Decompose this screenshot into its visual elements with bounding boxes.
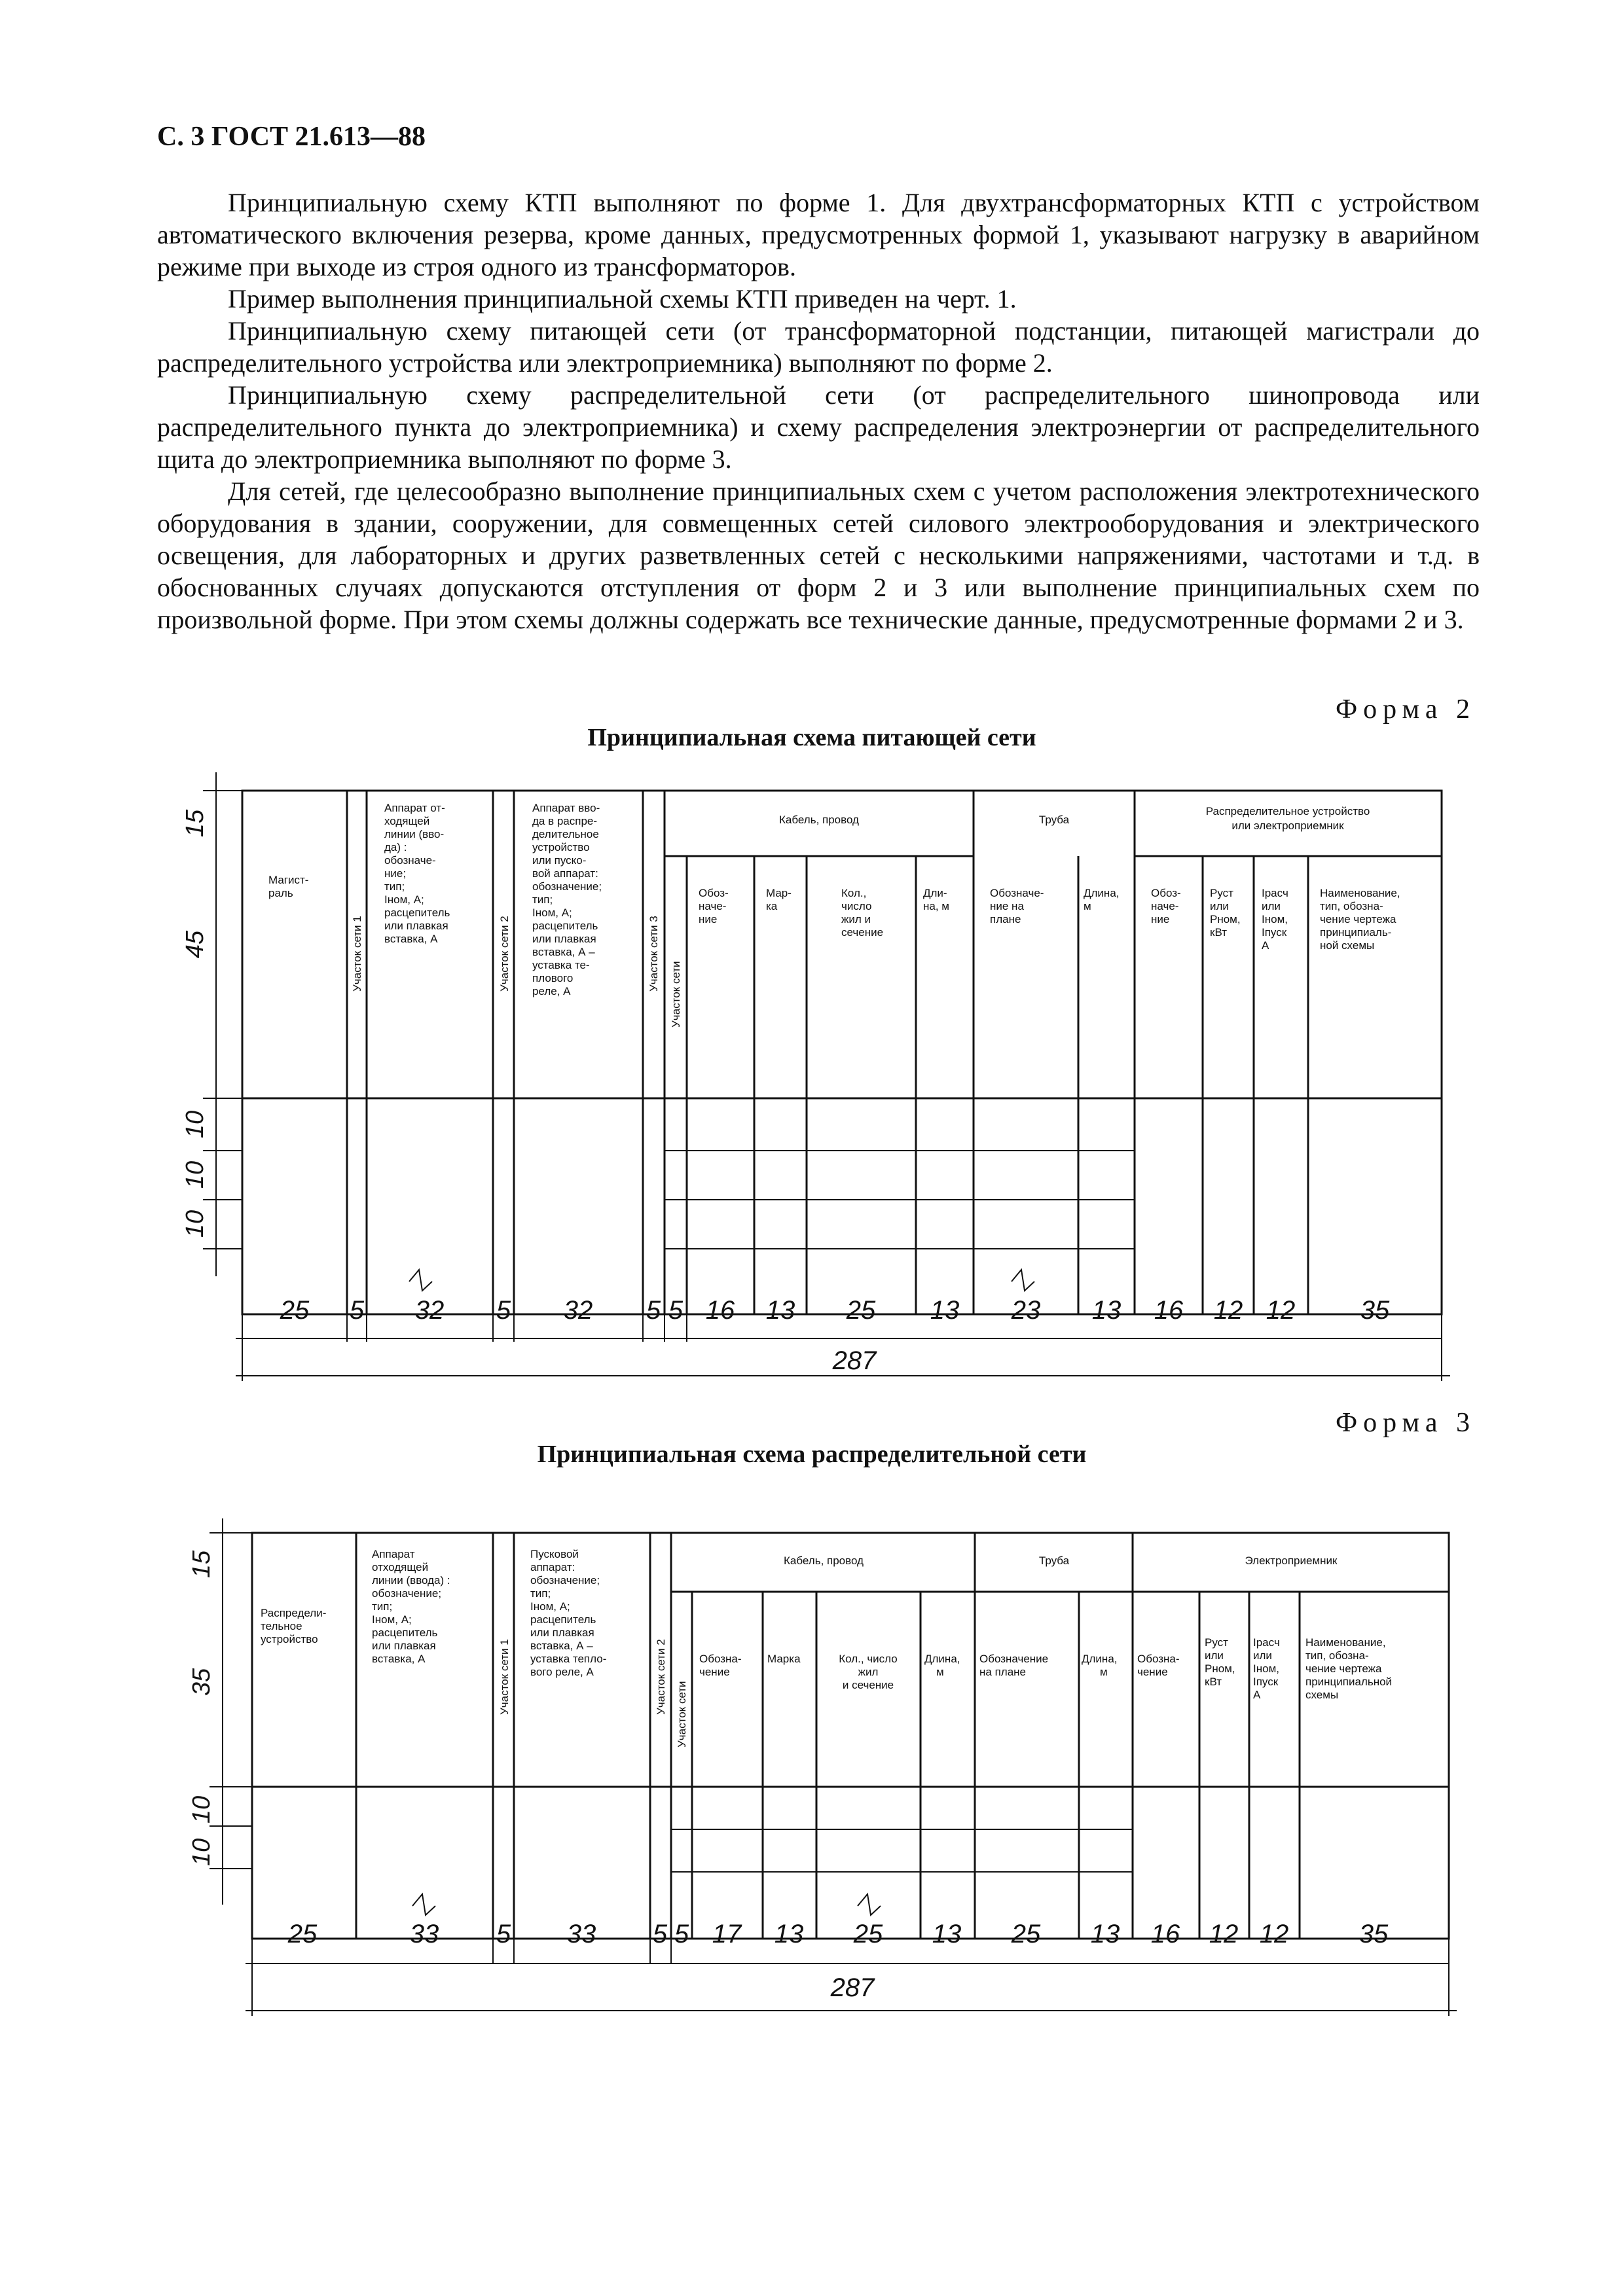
form3-width-13: 16: [1150, 1920, 1180, 1948]
form2-col-pipe-length: Длина, м: [1084, 887, 1120, 912]
form3-width-8: 13: [774, 1920, 804, 1948]
form3-table: [0, 1499, 1623, 2029]
form2-label: Форма 2: [1336, 694, 1476, 725]
form2-col-section1: Участок сети 1: [351, 916, 363, 992]
form2-width-4: 5: [496, 1296, 511, 1325]
form3-group-cable: Кабель, провод: [784, 1554, 864, 1567]
form3-col-start: Пусковой аппарат: обозначение; тип; Iном, А; расцепитель или плавкая вставка, А – уставка тепло-вого реле, А: [530, 1548, 607, 1678]
form2-width-10: 25: [846, 1296, 876, 1325]
form2-col-section2: Участок сети 2: [498, 916, 511, 992]
form2-width-13: 13: [1091, 1296, 1122, 1325]
form2-total-width: 287: [832, 1346, 877, 1375]
form3-col-dev-power: Pуст или Pном, кВт: [1205, 1636, 1235, 1688]
form3-width-5: 5: [652, 1920, 668, 1948]
form2-col-cable-brand: Мар-ка: [766, 887, 792, 912]
page-header: С. 3 ГОСТ 21.613—88: [157, 122, 426, 152]
form3-title: Принципиальная схема распределительной сети: [537, 1441, 1087, 1468]
form3-width-15: 12: [1259, 1920, 1289, 1948]
form3-col-cable-designation: Обозна-чение: [699, 1653, 742, 1678]
form3-width-14: 12: [1209, 1920, 1239, 1948]
form3-width-16: 35: [1359, 1920, 1389, 1948]
form2-col-cable-cores: Кол., число жил и сечение: [841, 887, 884, 939]
form3-col-outgoing: Аппарат отходящей линии (ввода) : обозначение; тип; Iном, А; расцепитель или плавкая вставка, А: [372, 1548, 450, 1665]
form2-col-section3: Участок сети 3: [647, 916, 660, 992]
form3-col-section2: Участок сети 2: [655, 1639, 667, 1715]
form2-col-dev-power: Pуст или Pном, кВт: [1210, 887, 1241, 939]
form3-col-device: Распредели-тельное устройство: [261, 1607, 327, 1645]
form2-width-11: 13: [930, 1296, 960, 1325]
form3-group-receiver: Электроприемник: [1245, 1554, 1338, 1567]
paragraph: Для сетей, где целесообразно выполнение принципиальных схем с учетом расположения электротехнического оборудования в здании, сооружении, для совмещенных сетей силового электрооборудования и электрического освещения, для лабораторных и других разветвленных сетей с несколькими напряжениями, частотами и т.д. в обоснованных случаях допускаются отступления от форм 2 и 3 или выполнение принципиальных схем по произвольной форме. При этом схемы должны содержать все технические данные, предусмотренные формами 2 и 3.: [157, 476, 1480, 634]
form2-group-cable: Кабель, провод: [779, 814, 859, 826]
form2-width-3: 32: [414, 1296, 445, 1325]
form3-col-dev-designation: Обозна-чение: [1137, 1653, 1180, 1678]
form2-width-6: 5: [646, 1296, 661, 1325]
form3-col-cable-length: Длина, м: [924, 1653, 960, 1678]
form2-title: Принципиальная схема питающей сети: [587, 724, 1036, 751]
form3-width-12: 13: [1090, 1920, 1120, 1948]
form2-width-2: 5: [349, 1296, 365, 1325]
form3-group-pipe: Труба: [1038, 1554, 1070, 1567]
form2-table: [0, 753, 1623, 1401]
form3-col-pipe-length: Длина, м: [1082, 1653, 1118, 1678]
form2-height-3: 10: [181, 1110, 209, 1139]
form3-total-width: 287: [830, 1973, 875, 2002]
form2-width-17: 35: [1360, 1296, 1390, 1325]
form2-width-8: 16: [705, 1296, 735, 1325]
form2-height-5: 10: [181, 1210, 209, 1238]
form3-height-3: 10: [188, 1795, 215, 1824]
form3-label: Форма 3: [1336, 1408, 1476, 1438]
form2-width-1: 25: [280, 1296, 310, 1325]
form2-height-2: 45: [181, 930, 209, 959]
form2-col-input: Аппарат вво-да в распре-делительное устройство или пуско-вой аппарат: обозначение; тип; Iном, А; расцепитель или плавкая вставка, А – уставка те-плового реле, А: [532, 802, 602, 997]
form3-col-dev-name: Наименование, тип, обозна-чение чертежа принципиальной схемы: [1305, 1636, 1393, 1701]
paragraph: Принципиальную схему КТП выполняют по форме 1. Для двухтрансформаторных КТП с устройством автоматического включения резерва, кроме данных, предусмотренных формой 1, указывают нагрузку в аварийном режиме при выходе из строя одного из трансформаторов.: [157, 188, 1480, 281]
form2-width-12: 23: [1011, 1296, 1041, 1325]
form3-height-1: 15: [188, 1550, 215, 1579]
form2-width-14: 16: [1154, 1296, 1184, 1325]
form2-col-pipe-designation: Обозначе-ние на плане: [990, 887, 1044, 925]
form2-col-magistral: Магист-раль: [268, 874, 309, 899]
form2-width-9: 13: [765, 1296, 795, 1325]
form2-height-1: 15: [181, 809, 209, 838]
form3-col-section-cable: Участок сети: [676, 1681, 688, 1748]
body-text: [157, 187, 1480, 636]
form3-width-10: 13: [932, 1920, 962, 1948]
form3-width-2: 33: [409, 1920, 439, 1948]
form2-col-section-cable: Участок сети: [670, 961, 682, 1028]
form3-width-4: 33: [566, 1920, 596, 1948]
form3-col-dev-current: Iрасч или Iном, Iпуск А: [1253, 1636, 1280, 1701]
form3-col-section1: Участок сети 1: [498, 1639, 511, 1715]
form2-col-dev-designation: Обоз-наче-ние: [1151, 887, 1181, 925]
form2-col-cable-length: Дли-на, м: [923, 887, 949, 912]
form2-col-cable-designation: Обоз-наче-ние: [699, 887, 729, 925]
form3-width-11: 25: [1011, 1920, 1041, 1948]
form3-height-4: 10: [188, 1838, 215, 1867]
form2-width-16: 12: [1266, 1296, 1296, 1325]
form2-col-outgoing: Аппарат от-ходящей линии (вво-да) : обозначе-ние; тип; Iном, А; расцепитель или плавкая вставка, А: [384, 802, 450, 945]
form3-col-pipe-designation: Обозначение на плане: [979, 1653, 1049, 1678]
form2-height-4: 10: [181, 1160, 209, 1189]
form2-width-15: 12: [1213, 1296, 1243, 1325]
form3-col-cable-cores: Кол., число жил и сечение: [839, 1653, 898, 1691]
form3-width-3: 5: [496, 1920, 511, 1948]
form3-width-7: 17: [712, 1920, 742, 1948]
paragraph: Принципиальную схему распределительной сети (от распределительного шинопровода или распределительного пункта до электроприемника) и схему распределения электроэнергии от распределительного щита до электроприемника выполняют по форме 3.: [157, 380, 1480, 474]
form2-width-7: 5: [668, 1296, 684, 1325]
form3-width-1: 25: [287, 1920, 318, 1948]
form2-col-dev-current: Iрасч или Iном, Iпуск А: [1262, 887, 1288, 952]
paragraph: Пример выполнения принципиальной схемы КТП приведен на черт. 1.: [228, 284, 1017, 314]
form3-height-2: 35: [188, 1668, 215, 1696]
form2-group-pipe: Труба: [1038, 814, 1070, 826]
form2-group-device: Распределительное устройство или электроприемник: [1205, 805, 1370, 832]
form3-col-cable-brand: Марка: [767, 1653, 801, 1665]
form3-width-6: 5: [674, 1920, 689, 1948]
form3-width-9: 25: [853, 1920, 883, 1948]
form2-col-dev-name: Наименование, тип, обозна-чение чертежа принципиаль-ной схемы: [1320, 887, 1400, 952]
paragraph: Принципиальную схему питающей сети (от трансформаторной подстанции, питающей магистрали до распределительного устройства или электроприемника) выполняют по форме 2.: [157, 316, 1480, 378]
form2-width-5: 32: [563, 1296, 593, 1325]
